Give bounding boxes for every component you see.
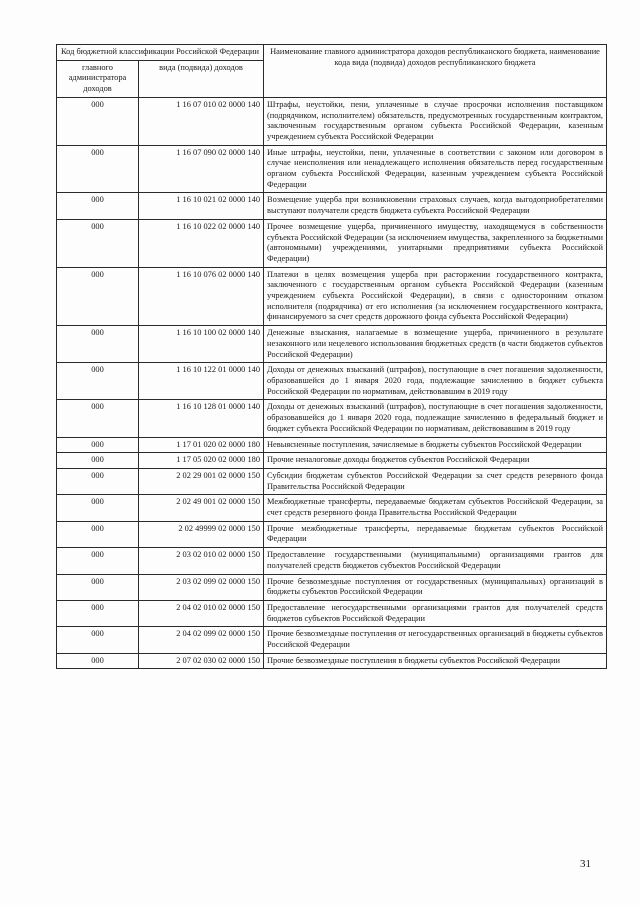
income-name-cell: Прочие безвозмездные поступления в бюджеты субъектов Российской Федерации (264, 653, 607, 669)
income-name-cell: Иные штрафы, неустойки, пени, уплаченные в соответствии с законом или договором в случае неисполнения или ненадлежащего исполнения обязательств перед государственным органом субъекта Российской Федерации, казенным учреждением субъекта Российской Федерации (264, 145, 607, 193)
income-name-cell: Прочие межбюджетные трансферты, передаваемые бюджетам субъектов Российской Федерации (264, 521, 607, 547)
table-row (57, 548, 607, 574)
header-admin: главного администратора доходов (57, 60, 139, 97)
income-name-cell: Доходы от денежных взысканий (штрафов), поступающие в счет погашения задолженности, образовавшейся до 1 января 2020 года, подлежащие зачислению в федеральный бюджет и бюджет субъекта Российской Федерации по нормативам, действовавшим в 2019 году (264, 400, 607, 437)
table-row (57, 627, 607, 653)
table-row (57, 326, 607, 363)
admin-code-cell: 000 (57, 453, 139, 469)
table-body (57, 97, 607, 669)
page-number: 31 (580, 858, 591, 870)
admin-code-cell: 000 (57, 653, 139, 669)
header-name: Наименование главного администратора доходов республиканского бюджета, наименование кода вида (подвида) доходов республиканского бюджета (264, 45, 607, 98)
income-code-cell: 2 03 02 099 02 0000 150 (139, 574, 264, 600)
table-row (57, 521, 607, 547)
income-name-cell: Платежи в целях возмещения ущерба при расторжении государственного контракта, заключенного с государственным органом субъекта Российской Федерации (казенным учреждением субъекта Российской Федерации), в связи с односторонним отказом исполнителя (подрядчика) от его исполнения (за исключением государственного контракта, финансируемого за счет средств дорожного фонда субъекта Российской Федерации) (264, 267, 607, 326)
table-row (57, 97, 607, 145)
table-row (57, 219, 607, 267)
income-code-cell: 2 02 49 001 02 0000 150 (139, 495, 264, 521)
income-code-cell: 1 16 07 010 02 0000 140 (139, 97, 264, 145)
income-code-cell: 1 17 01 020 02 0000 180 (139, 437, 264, 453)
admin-code-cell: 000 (57, 193, 139, 219)
admin-code-cell: 000 (57, 267, 139, 326)
income-name-cell: Невыясненные поступления, зачисляемые в бюджеты субъектов Российской Федерации (264, 437, 607, 453)
table-row (57, 653, 607, 669)
admin-code-cell: 000 (57, 326, 139, 363)
header-code: вида (подвида) доходов (139, 60, 264, 97)
admin-code-cell: 000 (57, 363, 139, 400)
table-row (57, 193, 607, 219)
admin-code-cell: 000 (57, 219, 139, 267)
income-code-cell: 2 02 29 001 02 0000 150 (139, 468, 264, 494)
table-row (57, 267, 607, 326)
header-kbk-group: Код бюджетной классификации Российской Федерации (57, 45, 264, 61)
table-row (57, 574, 607, 600)
admin-code-cell: 000 (57, 574, 139, 600)
income-code-cell: 2 07 02 030 02 0000 150 (139, 653, 264, 669)
income-code-cell: 1 16 10 022 02 0000 140 (139, 219, 264, 267)
income-code-cell: 2 03 02 010 02 0000 150 (139, 548, 264, 574)
table-row (57, 468, 607, 494)
table-row (57, 363, 607, 400)
admin-code-cell: 000 (57, 627, 139, 653)
admin-code-cell: 000 (57, 495, 139, 521)
income-name-cell: Предоставление государственными (муниципальными) организациями грантов для получателей средств бюджетов субъектов Российской Федерации (264, 548, 607, 574)
income-code-cell: 2 04 02 010 02 0000 150 (139, 600, 264, 626)
income-code-cell: 1 16 10 076 02 0000 140 (139, 267, 264, 326)
admin-code-cell: 000 (57, 548, 139, 574)
table-row (57, 437, 607, 453)
income-name-cell: Субсидии бюджетам субъектов Российской Федерации за счет средств резервного фонда Правительства Российской Федерации (264, 468, 607, 494)
table-row (57, 400, 607, 437)
income-code-cell: 1 16 10 122 01 0000 140 (139, 363, 264, 400)
budget-classification-table (56, 44, 607, 669)
income-code-cell: 1 16 07 090 02 0000 140 (139, 145, 264, 193)
header-row-group (57, 45, 607, 61)
income-name-cell: Доходы от денежных взысканий (штрафов), поступающие в счет погашения задолженности, образовавшейся до 1 января 2020 года, подлежащие зачислению в бюджет субъекта Российской Федерации по нормативам, действовавшим в 2019 году (264, 363, 607, 400)
income-code-cell: 2 02 49999 02 0000 150 (139, 521, 264, 547)
admin-code-cell: 000 (57, 521, 139, 547)
income-name-cell: Штрафы, неустойки, пени, уплаченные в случае просрочки исполнения поставщиком (подрядчиком, исполнителем) обязательств, предусмотренных государственным контрактом, заключенным государственным органом субъекта Российской Федерации, казенным учреждением субъекта Российской Федерации (264, 97, 607, 145)
admin-code-cell: 000 (57, 600, 139, 626)
income-name-cell: Прочее возмещение ущерба, причиненного имуществу, находящемуся в собственности субъекта Российской Федерации (за исключением имущества, закрепленного за бюджетными (автономными) учреждениями, унитарными предприятиями субъекта Российской Федерации) (264, 219, 607, 267)
admin-code-cell: 000 (57, 145, 139, 193)
income-code-cell: 1 16 10 100 02 0000 140 (139, 326, 264, 363)
income-code-cell: 1 17 05 020 02 0000 180 (139, 453, 264, 469)
table-row (57, 495, 607, 521)
income-code-cell: 2 04 02 099 02 0000 150 (139, 627, 264, 653)
admin-code-cell: 000 (57, 400, 139, 437)
table-row (57, 600, 607, 626)
admin-code-cell: 000 (57, 437, 139, 453)
income-name-cell: Прочие безвозмездные поступления от государственных (муниципальных) организаций в бюджеты субъектов Российской Федерации (264, 574, 607, 600)
income-name-cell: Денежные взыскания, налагаемые в возмещение ущерба, причиненного в результате незаконного или нецелевого использования бюджетных средств (в части бюджетов субъектов Российской Федерации) (264, 326, 607, 363)
income-name-cell: Прочие неналоговые доходы бюджетов субъектов Российской Федерации (264, 453, 607, 469)
income-name-cell: Прочие безвозмездные поступления от негосударственных организаций в бюджеты субъектов Российской Федерации (264, 627, 607, 653)
table-row (57, 453, 607, 469)
income-name-cell: Возмещение ущерба при возникновении страховых случаев, когда выгодоприобретателями выступают получатели средств бюджета субъекта Российской Федерации (264, 193, 607, 219)
table-row (57, 145, 607, 193)
income-code-cell: 1 16 10 021 02 0000 140 (139, 193, 264, 219)
income-name-cell: Межбюджетные трансферты, передаваемые бюджетам субъектов Российской Федерации, за счет средств резервного фонда Правительства Российской Федерации (264, 495, 607, 521)
income-code-cell: 1 16 10 128 01 0000 140 (139, 400, 264, 437)
admin-code-cell: 000 (57, 468, 139, 494)
income-name-cell: Предоставление негосударственными организациями грантов для получателей средств бюджетов субъектов Российской Федерации (264, 600, 607, 626)
admin-code-cell: 000 (57, 97, 139, 145)
